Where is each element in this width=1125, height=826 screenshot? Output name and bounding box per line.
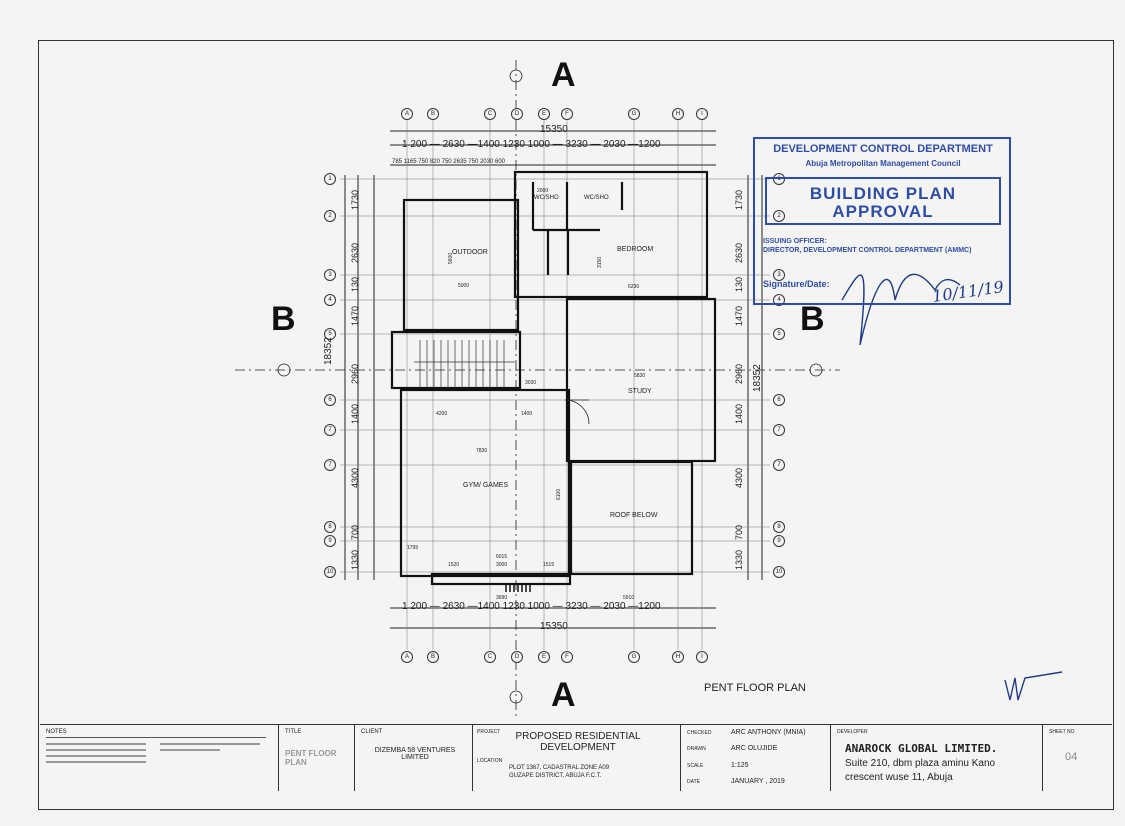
grid-bubble-8-right: 8 [773,521,785,533]
room-wc-1: WC/SHO [534,195,559,201]
dim-left-seg-4: 1470 [350,305,360,326]
grid-bubble-4: 4 [324,294,336,306]
location-label: LOCATION [477,758,503,764]
room-outdoor: OUTDOOR [452,249,488,256]
dim-bottom-row: 1 200 — 2630 —1400 1230 1000 — 3230 — 2030 —1200 [402,601,661,612]
inner-dim-5830: 5830 [634,373,646,379]
inner-dim-3030: 3030 [525,380,537,386]
grid-bubble-c: C [484,108,496,120]
grid-bubble-2-right: 2 [773,210,785,222]
dim-left-seg-8: 700 [350,524,360,540]
dim-right-seg-8: 700 [734,524,744,540]
inner-dim-6230: 6230 [628,284,640,290]
stamp-approval-line-2: APPROVAL [832,202,934,221]
grid-bubble-1: 1 [324,173,336,185]
grid-bubble-e-bottom: E [538,651,550,663]
dim-right-seg-1: 1730 [734,189,744,210]
dim-top-overall: 15350 [540,124,568,135]
room-wc-2: WC/SHO [584,195,609,201]
room-roof-below: ROOF BELOW [610,512,658,519]
developer-name: ANAROCK GLOBAL LIMITED. [845,742,998,755]
client-label: CLIENT [361,729,383,735]
checked-value: ARC ANTHONY (MNIA) [731,729,806,736]
dim-right-seg-5: 2960 [734,363,744,384]
dim-left-seg-5: 2960 [350,363,360,384]
section-marker-b-right: B [800,300,825,338]
stamp-handwritten-date: 10/11/19 [931,277,1005,306]
stamp-department: DEVELOPMENT CONTROL DEPARTMENT [773,143,993,155]
stamp-council: Abuja Metropolitan Management Council [805,159,961,168]
grid-bubble-5: 5 [324,328,336,340]
dim-right-seg-9: 1330 [734,549,744,570]
approval-info-cell [680,725,830,791]
grid-bubble-10: 10 [324,566,336,578]
grid-bubble-g-bottom: G [628,651,640,663]
grid-bubble-3-right: 3 [773,269,785,281]
inner-dim-3000: 3000 [496,562,508,568]
inner-dim-1515: 1515 [543,562,555,568]
dim-right-seg-7: 4300 [734,467,744,488]
dim-left-seg-2: 2630 [350,242,360,263]
dim-bottom-overall: 15350 [540,621,568,632]
inner-dim-5000: 5000 [458,283,470,289]
grid-bubble-9: 9 [324,535,336,547]
dim-top-row: 1 200 — 2630 —1400 1230 1000 — 3230 — 2030 —1200 [402,139,661,150]
stamp-issuing-label: ISSUING OFFICER: [763,238,827,245]
approval-stamp [753,137,1011,305]
grid-bubble-7a-right: 7 [773,424,785,436]
grid-bubble-8: 8 [324,521,336,533]
drawn-label: DRAWN [687,746,706,752]
plan-title: PENT FLOOR PLAN [704,682,806,694]
dim-right-seg-6: 1400 [734,403,744,424]
notes-cell [40,725,278,791]
dim-left-seg-6: 1400 [350,403,360,424]
title-label: TITLE [285,729,302,735]
grid-bubble-i: I [696,108,708,120]
stamp-issuing-title: DIRECTOR, DEVELOPMENT CONTROL DEPARTMENT (AMMC) [763,247,972,254]
room-study: STUDY [628,388,652,395]
grid-bubble-c-bottom: C [484,651,496,663]
stamp-issuing-officer [763,237,971,255]
drawn-value: ARC OLUJIDE [731,745,778,752]
sheet-cell [1042,725,1112,791]
sheet-value: 04 [1065,751,1078,763]
title-block [40,724,1112,791]
location-value-2: GUZAPE DISTRICT, ABUJA F.C.T. [509,773,602,779]
developer-address-2: crescent wuse 11, Abuja [845,772,953,783]
title-cell [278,725,354,791]
dim-left-overall: 18352 [323,337,334,365]
grid-bubble-d: D [511,108,523,120]
checked-label: CHECKED [687,730,712,736]
developer-label: DEVELOPER [837,729,868,735]
dim-left-seg-9: 1330 [350,549,360,570]
scale-value: 1:125 [731,762,749,769]
grid-bubble-3: 3 [324,269,336,281]
client-cell [354,725,472,791]
grid-bubble-h: H [672,108,684,120]
inner-dim-4200: 4200 [436,411,448,417]
location-value-1: PLOT 1367, CADASTRAL ZONE A09 [509,765,610,771]
sheet-label: SHEET NO [1049,729,1075,735]
title-value: PENT FLOOR PLAN [285,749,337,767]
grid-bubble-5-right: 5 [773,328,785,340]
grid-bubble-h-bottom: H [672,651,684,663]
project-value: PROPOSED RESIDENTIAL DEVELOPMENT [515,731,641,753]
grid-bubble-7a: 7 [324,424,336,436]
grid-bubble-i-bottom: I [696,651,708,663]
grid-bubble-b: B [427,108,439,120]
dim-right-seg-2: 2630 [734,242,744,263]
project-label: PROJECT [477,729,501,735]
grid-bubble-a-bottom: A [401,651,413,663]
dim-left-seg-7: 4300 [350,467,360,488]
dim-right-seg-3: 130 [734,276,744,292]
inner-dim-7830: 7830 [476,448,488,454]
client-value: DIZEMBA 58 VENTURES LIMITED [374,747,456,761]
room-bedroom: BEDROOM [617,246,654,253]
inner-dim-1400: 1400 [521,411,533,417]
grid-bubble-2: 2 [324,210,336,222]
grid-bubble-f: F [561,108,573,120]
grid-bubble-4-right: 4 [773,294,785,306]
room-gym-games: GYM/ GAMES [463,482,509,489]
inner-dim-6015: 6015 [496,554,508,560]
inner-dim-3690: 3690 [496,595,508,601]
grid-bubble-1-right: 1 [773,173,785,185]
grid-bubble-6-right: 6 [773,394,785,406]
stamp-signature-label: Signature/Date: [763,279,830,289]
section-marker-b-left: B [271,300,296,338]
grid-bubble-g: G [628,108,640,120]
grid-bubble-9-right: 9 [773,535,785,547]
developer-address-1: Suite 210, dbm plaza aminu Kano [845,758,996,769]
inner-dim-6100: 6100 [556,488,562,500]
date-label: DATE [687,779,700,785]
dim-top-sub: 785 1165 750 820 750 2635 750 2030 600 [392,159,505,165]
inner-dim-1520: 1520 [448,562,460,568]
grid-bubble-a: A [401,108,413,120]
grid-bubble-7b-right: 7 [773,459,785,471]
dim-left-seg-3: 130 [350,276,360,292]
grid-bubble-f-bottom: F [561,651,573,663]
stamp-approval-line-1: BUILDING PLAN [809,184,957,203]
dim-right-seg-4: 1470 [734,305,744,326]
developer-cell [830,725,1042,791]
notes-label: NOTES [46,729,67,735]
inner-dim-5600: 5600 [448,252,454,264]
grid-bubble-7b: 7 [324,459,336,471]
grid-bubble-d-bottom: D [511,651,523,663]
project-cell [472,725,680,791]
stamp-approval-box [765,177,1001,225]
dim-right-overall: 18352 [752,364,763,392]
grid-bubble-e: E [538,108,550,120]
inner-dim-1795: 1795 [407,545,419,551]
scale-label: SCALE [687,763,704,769]
section-marker-a-top: A [551,56,576,94]
grid-bubble-6: 6 [324,394,336,406]
date-value: JANUARY , 2019 [731,778,785,785]
inner-dim-2000: 2000 [537,188,549,194]
grid-bubble-b-bottom: B [427,651,439,663]
dim-left-seg-1: 1730 [350,189,360,210]
inner-dim-5910: 5910 [623,595,635,601]
grid-bubble-10-right: 10 [773,566,785,578]
section-marker-a-bottom: A [551,676,576,714]
inner-dim-3150: 3150 [597,256,603,268]
